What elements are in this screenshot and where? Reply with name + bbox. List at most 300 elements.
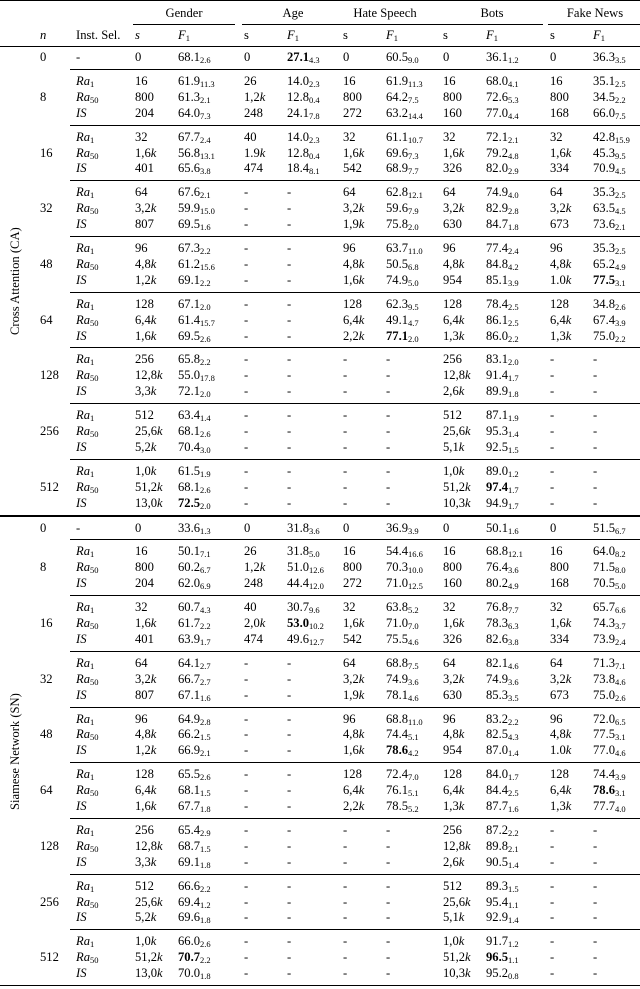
cell-s: 6,4k — [343, 783, 365, 798]
cell-f1: $69.4_{1.2}$ — [178, 894, 211, 910]
cell-s: 807 — [135, 217, 154, 232]
cell-s: - — [244, 655, 249, 670]
cell-s: - — [343, 424, 348, 438]
cell-s: 16 — [443, 544, 456, 559]
cell-f1: - — [386, 352, 391, 367]
cell-s: 160 — [443, 105, 462, 120]
cell-f1: $59.6_{7.9}$ — [386, 201, 419, 217]
cell-s: - — [244, 479, 249, 494]
column-group-header: Hate Speech — [353, 6, 417, 20]
cell-f1: $49.6_{12.7}$ — [287, 631, 324, 647]
header-s: s — [135, 28, 140, 42]
cell-s: 16 — [343, 73, 356, 88]
cell-s: 1,6k — [550, 616, 572, 630]
cell-f1: $74.3_{3.7}$ — [593, 616, 626, 631]
cell-s: 16 — [550, 544, 563, 559]
cell-s: 6,4k — [443, 312, 465, 327]
cell-s: 5,1k — [443, 439, 465, 454]
cell-s: 1,6k — [343, 616, 365, 630]
block-n: 16 — [40, 145, 53, 160]
cell-f1: - — [593, 966, 598, 981]
cell-f1: - — [386, 822, 391, 837]
instance-selection: IS — [76, 495, 87, 510]
block-n: 128 — [40, 368, 59, 383]
cell-s: 40 — [244, 600, 257, 615]
cell-s: 1,0k — [135, 463, 157, 478]
header-s: s — [244, 28, 249, 42]
cell-f1: $78.4_{2.5}$ — [486, 296, 519, 312]
cell-f1: $64.1_{2.7}$ — [178, 655, 211, 671]
cell-s: 0 — [343, 520, 350, 535]
instance-selection: $Ra_{50}$ — [76, 201, 99, 217]
cell-f1: - — [287, 838, 292, 853]
block-n: 0 — [40, 520, 47, 535]
cell-s: 128 — [443, 296, 462, 311]
cell-s: 0 — [343, 50, 350, 64]
cell-s: 2,2k — [343, 328, 365, 343]
cell-f1: $87.2_{2.2}$ — [486, 822, 519, 838]
cell-s: 16 — [343, 544, 356, 559]
cell-s: - — [244, 384, 249, 399]
cell-s: 13,0k — [135, 966, 163, 981]
cell-f1: - — [386, 854, 391, 869]
cell-f1: - — [593, 352, 598, 367]
instance-selection: $Ra_{50}$ — [76, 368, 99, 384]
cell-f1: - — [287, 217, 292, 232]
cell-f1: - — [287, 328, 292, 343]
cell-s: 64 — [550, 655, 563, 670]
cell-f1: $35.1_{2.5}$ — [593, 73, 626, 89]
cell-f1: $35.3_{2.5}$ — [593, 185, 626, 201]
cell-f1: - — [593, 495, 598, 510]
cell-s: 800 — [135, 89, 154, 104]
cell-f1: $66.0_{7.5}$ — [593, 105, 626, 121]
cell-s: 1.0k — [550, 743, 572, 758]
cell-s: - — [343, 368, 348, 383]
cell-s: 64 — [443, 185, 456, 200]
section-label: Siamese Network (SN) — [8, 693, 22, 811]
cell-s: - — [244, 185, 249, 200]
cell-s: - — [550, 424, 555, 438]
cell-s: 326 — [443, 631, 462, 646]
cell-f1: $82.6_{3.8}$ — [486, 631, 519, 647]
cell-f1: - — [287, 256, 292, 271]
cell-s: 4,8k — [550, 727, 572, 742]
cell-f1: $60.5_{9.0}$ — [386, 50, 419, 65]
cell-s: 512 — [135, 878, 154, 893]
cell-f1: $68.1_{1.5}$ — [178, 783, 211, 799]
cell-s: 26 — [244, 73, 257, 88]
cell-f1: - — [287, 241, 292, 255]
cell-s: 4,8k — [550, 256, 572, 271]
cell-f1: $85.3_{3.5}$ — [486, 687, 519, 703]
cell-s: 248 — [244, 105, 263, 120]
instance-selection: $Ra_{50}$ — [76, 424, 99, 439]
rule-line — [341, 24, 443, 25]
cell-s: 64 — [443, 655, 456, 670]
rule-line — [70, 762, 640, 763]
cell-s: - — [550, 495, 555, 510]
cell-f1: - — [593, 878, 598, 893]
cell-f1: $75.0_{2.2}$ — [593, 328, 626, 344]
instance-selection: IS — [76, 910, 87, 925]
cell-f1: $65.2_{4.9}$ — [593, 256, 626, 272]
cell-s: 474 — [244, 161, 263, 176]
cell-f1: - — [593, 463, 598, 478]
cell-f1: $80.2_{4.9}$ — [486, 576, 519, 592]
cell-f1: $94.9_{1.7}$ — [486, 495, 519, 511]
cell-f1: - — [287, 767, 292, 782]
cell-s: 673 — [550, 687, 569, 702]
cell-s: 51,2k — [443, 950, 471, 965]
header-f1: $F_1$ — [486, 28, 498, 43]
cell-f1: $60.2_{6.7}$ — [178, 560, 211, 576]
cell-f1: - — [386, 838, 391, 853]
cell-f1: - — [287, 950, 292, 965]
cell-f1: $33.6_{1.3}$ — [178, 520, 211, 536]
instance-selection: $Ra_1$ — [76, 934, 95, 950]
cell-s: - — [550, 838, 555, 853]
cell-f1: $69.6_{7.3}$ — [386, 145, 419, 161]
cell-s: 10,3k — [443, 966, 471, 981]
cell-s: 64 — [343, 655, 356, 670]
cell-f1: $77.4_{2.4}$ — [486, 241, 519, 256]
cell-f1: $71.3_{7.1}$ — [593, 655, 626, 671]
cell-f1: $87.7_{1.6}$ — [486, 799, 519, 814]
cell-s: 40 — [244, 129, 257, 144]
header-inst-sel: Inst. Sel. — [76, 28, 121, 42]
cell-f1: $76.1_{5.1}$ — [386, 783, 419, 799]
cell-f1: $50.1_{1.6}$ — [486, 520, 519, 536]
cell-f1: - — [287, 854, 292, 869]
instance-selection: $Ra_{50}$ — [76, 145, 99, 161]
cell-f1: $67.6_{2.1}$ — [178, 185, 211, 201]
instance-selection: IS — [76, 799, 87, 813]
cell-f1: $61.7_{2.2}$ — [178, 616, 211, 631]
cell-f1: $86.1_{2.5}$ — [486, 312, 519, 328]
cell-s: 6,4k — [343, 312, 365, 327]
cell-f1: $84.4_{2.5}$ — [486, 783, 519, 799]
instance-selection: $Ra_{50}$ — [76, 89, 99, 105]
cell-s: 16 — [443, 73, 456, 88]
cell-s: 25,6k — [135, 894, 163, 909]
cell-s: 2,6k — [443, 384, 465, 399]
instance-selection: IS — [76, 439, 87, 454]
block-n: 8 — [40, 89, 47, 104]
block-n: 0 — [40, 50, 47, 64]
cell-f1: $61.9_{11.3}$ — [386, 73, 423, 89]
cell-s: 160 — [443, 576, 462, 591]
cell-s: 13,0k — [135, 495, 163, 510]
cell-s: 1,0k — [135, 934, 157, 949]
cell-s: 96 — [550, 241, 563, 255]
cell-f1: - — [593, 479, 598, 494]
header-s: s — [550, 28, 555, 42]
cell-f1: $60.7_{4.3}$ — [178, 600, 211, 616]
cell-s: - — [550, 878, 555, 893]
cell-f1: - — [386, 894, 391, 909]
instance-selection: $Ra_1$ — [76, 241, 95, 256]
cell-f1: - — [287, 439, 292, 454]
cell-f1: - — [287, 272, 292, 287]
cell-f1: $50.5_{6.8}$ — [386, 256, 419, 272]
cell-f1: - — [593, 368, 598, 383]
cell-f1: - — [287, 878, 292, 893]
cell-f1: $67.4_{3.9}$ — [593, 312, 626, 328]
cell-s: 5,2k — [135, 910, 157, 925]
cell-s: 800 — [135, 560, 154, 575]
cell-s: 3,2k — [135, 671, 157, 686]
cell-s: 128 — [550, 296, 569, 311]
cell-f1: - — [593, 934, 598, 949]
cell-f1: $86.0_{2.2}$ — [486, 328, 519, 344]
cell-s: 12,8k — [135, 838, 163, 853]
cell-s: 673 — [550, 217, 569, 232]
cell-f1: $67.1_{1.6}$ — [178, 687, 211, 703]
cell-s: 1,6k — [343, 272, 365, 287]
instance-selection: IS — [76, 384, 87, 399]
cell-f1: - — [386, 463, 391, 478]
cell-f1: $62.3_{9.5}$ — [386, 296, 419, 312]
cell-s: - — [343, 854, 348, 869]
cell-f1: $63.5_{4.5}$ — [593, 201, 626, 217]
instance-selection: IS — [76, 576, 87, 591]
header-f1: $F_1$ — [386, 28, 398, 43]
cell-s: 0 — [550, 520, 557, 535]
cell-f1: - — [287, 424, 292, 438]
instance-selection: $Ra_{50}$ — [76, 783, 99, 799]
cell-s: - — [550, 408, 555, 423]
header-f1: $F_1$ — [178, 28, 190, 43]
cell-f1: $69.5_{2.6}$ — [178, 328, 211, 344]
cell-s: - — [244, 368, 249, 383]
cell-f1: $63.9_{1.7}$ — [178, 631, 211, 647]
cell-s: 1,3k — [443, 328, 465, 343]
rule-line — [70, 236, 640, 237]
cell-f1: $77.1_{2.0}$ — [386, 328, 419, 344]
cell-f1: $45.3_{9.5}$ — [593, 145, 626, 161]
cell-f1: $66.2_{1.5}$ — [178, 727, 211, 743]
cell-f1: $70.0_{1.8}$ — [178, 966, 211, 982]
cell-s: 4,8k — [135, 256, 157, 271]
cell-s: - — [244, 352, 249, 367]
cell-s: 32 — [135, 600, 148, 615]
rule-line — [133, 24, 235, 25]
cell-s: - — [343, 408, 348, 423]
cell-s: - — [244, 687, 249, 702]
cell-f1: $78.6_{4.2}$ — [386, 743, 419, 759]
cell-f1: $49.1_{4.7}$ — [386, 312, 419, 328]
cell-s: - — [343, 463, 348, 478]
cell-f1: $83.2_{2.2}$ — [486, 711, 519, 727]
cell-s: 1,2k — [244, 560, 266, 575]
cell-f1: $61.4_{15.7}$ — [178, 312, 215, 328]
cell-s: 128 — [135, 767, 154, 782]
instance-selection: - — [76, 50, 81, 64]
cell-s: 26 — [244, 544, 257, 559]
rule-line — [70, 818, 640, 819]
cell-f1: $69.6_{1.8}$ — [178, 910, 211, 926]
cell-f1: $64.0_{8.2}$ — [593, 544, 626, 560]
cell-f1: $44.4_{12.0}$ — [287, 576, 324, 592]
cell-f1: $61.2_{15.6}$ — [178, 256, 215, 272]
cell-s: 807 — [135, 687, 154, 702]
cell-f1: $72.0_{6.5}$ — [593, 711, 626, 727]
cell-f1: $82.0_{2.9}$ — [486, 161, 519, 177]
cell-f1: $70.4_{3.0}$ — [178, 439, 211, 455]
cell-f1: $89.0_{1.2}$ — [486, 463, 519, 479]
cell-f1: $76.4_{3.6}$ — [486, 560, 519, 576]
cell-f1: - — [287, 966, 292, 981]
cell-f1: $62.8_{12.1}$ — [386, 185, 423, 201]
cell-f1: $77.0_{4.4}$ — [486, 105, 519, 121]
cell-f1: - — [386, 384, 391, 399]
instance-selection: IS — [76, 854, 87, 869]
cell-f1: - — [386, 479, 391, 494]
cell-s: - — [343, 439, 348, 454]
instance-selection: $Ra_1$ — [76, 544, 95, 560]
header-s: s — [343, 28, 348, 42]
cell-s: 1,6k — [135, 145, 157, 160]
cell-f1: - — [593, 424, 598, 438]
cell-s: - — [343, 910, 348, 925]
cell-s: 96 — [443, 711, 456, 726]
cell-s: 334 — [550, 161, 569, 176]
cell-s: 1,6k — [443, 616, 465, 630]
cell-s: 3,2k — [550, 671, 572, 686]
cell-f1: $76.8_{7.7}$ — [486, 600, 519, 616]
cell-s: 800 — [550, 560, 569, 575]
cell-s: - — [343, 352, 348, 367]
cell-s: - — [244, 463, 249, 478]
block-n: 256 — [40, 424, 59, 438]
cell-s: 4,8k — [443, 256, 465, 271]
cell-s: - — [550, 854, 555, 869]
cell-s: 256 — [443, 822, 462, 837]
cell-f1: $66.6_{2.2}$ — [178, 878, 211, 894]
cell-s: - — [244, 727, 249, 742]
cell-s: - — [244, 241, 249, 255]
block-n: 256 — [40, 894, 59, 909]
cell-s: 3,2k — [550, 201, 572, 216]
cell-f1: - — [287, 655, 292, 670]
cell-s: - — [244, 424, 249, 438]
block-n: 48 — [40, 256, 53, 271]
cell-s: - — [550, 950, 555, 965]
cell-f1: $92.9_{1.4}$ — [486, 910, 519, 926]
instance-selection: $Ra_1$ — [76, 878, 95, 894]
instance-selection: - — [76, 520, 81, 535]
instance-selection: $Ra_1$ — [76, 822, 95, 838]
cell-s: 32 — [443, 600, 456, 615]
cell-f1: $68.9_{7.7}$ — [386, 161, 419, 177]
cell-s: - — [244, 783, 249, 798]
cell-s: - — [244, 966, 249, 981]
cell-f1: - — [593, 822, 598, 837]
cell-s: 96 — [550, 711, 563, 726]
block-n: 48 — [40, 727, 53, 742]
cell-s: 1.0k — [550, 272, 572, 287]
rule-line — [70, 874, 640, 875]
cell-s: 3,2k — [443, 201, 465, 216]
cell-s: 4,8k — [135, 727, 157, 742]
rule-line — [70, 292, 640, 293]
cell-f1: - — [287, 711, 292, 726]
column-group-header: Bots — [480, 6, 504, 20]
instance-selection: $Ra_1$ — [76, 655, 95, 671]
cell-f1: $68.1_{2.6}$ — [178, 50, 211, 65]
cell-f1: $73.8_{4.6}$ — [593, 671, 626, 687]
cell-f1: - — [287, 743, 292, 758]
rule-line — [70, 929, 640, 930]
cell-f1: $14.0_{2.3}$ — [287, 73, 320, 89]
cell-f1: $69.1_{2.2}$ — [178, 272, 211, 288]
cell-s: 96 — [443, 241, 456, 255]
cell-f1: $69.5_{1.6}$ — [178, 217, 211, 233]
cell-f1: $74.9_{3.6}$ — [486, 671, 519, 687]
cell-s: 1,6k — [135, 616, 157, 630]
cell-s: 512 — [443, 408, 462, 423]
cell-f1: $65.6_{3.8}$ — [178, 161, 211, 177]
block-n: 32 — [40, 671, 53, 686]
cell-s: 12,8k — [135, 368, 163, 383]
rule-line — [70, 539, 640, 540]
cell-f1: $36.3_{3.5}$ — [593, 50, 626, 65]
cell-f1: $67.7_{2.4}$ — [178, 129, 211, 145]
cell-s: - — [244, 408, 249, 423]
cell-f1: $79.2_{4.8}$ — [486, 145, 519, 161]
cell-s: 128 — [343, 767, 362, 782]
cell-f1: $95.3_{1.4}$ — [486, 424, 519, 439]
cell-f1: - — [287, 671, 292, 686]
cell-s: 4,8k — [443, 727, 465, 742]
cell-f1: - — [287, 479, 292, 494]
cell-f1: - — [593, 894, 598, 909]
cell-f1: - — [287, 822, 292, 837]
cell-s: 542 — [343, 631, 362, 646]
cell-f1: - — [386, 950, 391, 965]
header-n: n — [40, 28, 47, 42]
instance-selection: $Ra_1$ — [76, 711, 95, 727]
instance-selection: IS — [76, 631, 87, 646]
cell-s: 401 — [135, 631, 154, 646]
cell-s: 0 — [244, 520, 251, 535]
cell-s: - — [244, 217, 249, 232]
cell-f1: $68.8_{7.5}$ — [386, 655, 419, 671]
rule-line — [242, 24, 344, 25]
cell-f1: $51.5_{6.7}$ — [593, 520, 626, 536]
block-n: 128 — [40, 838, 59, 853]
cell-s: - — [244, 934, 249, 949]
cell-f1: - — [593, 439, 598, 454]
cell-f1: $72.1_{2.0}$ — [178, 384, 211, 400]
cell-s: - — [550, 894, 555, 909]
cell-f1: - — [593, 854, 598, 869]
cell-s: 256 — [443, 352, 462, 367]
cell-f1: - — [287, 408, 292, 423]
section-label: Cross Attention (CA) — [8, 227, 22, 336]
cell-f1: $12.8_{0.4}$ — [287, 89, 320, 105]
cell-f1: $78.3_{6.3}$ — [486, 616, 519, 631]
cell-s: 1,9k — [343, 687, 365, 702]
cell-f1: $65.5_{2.6}$ — [178, 767, 211, 783]
cell-f1: - — [386, 910, 391, 925]
cell-s: - — [244, 910, 249, 925]
column-group-header: Fake News — [566, 6, 624, 20]
cell-f1: $87.0_{1.4}$ — [486, 743, 519, 759]
cell-s: 32 — [550, 129, 563, 144]
block-n: 64 — [40, 783, 53, 798]
